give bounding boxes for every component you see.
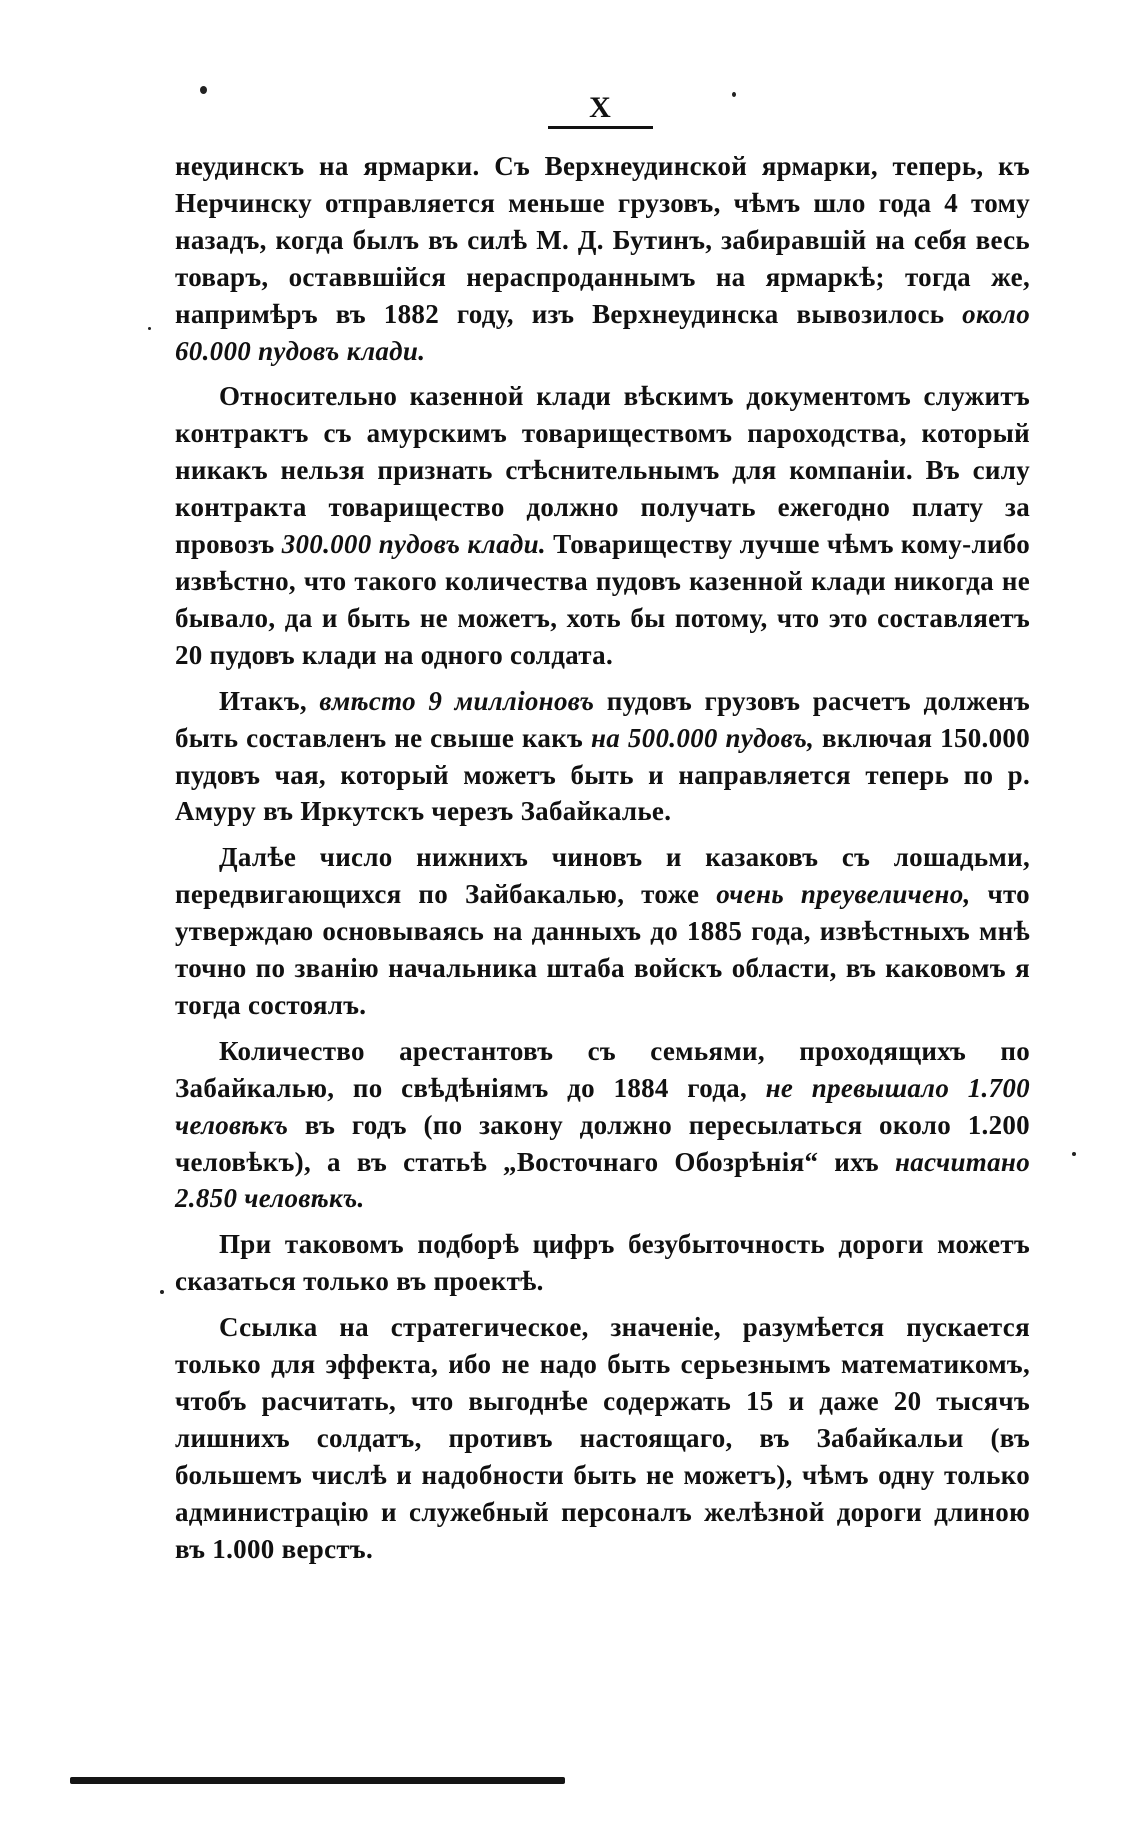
- italic-text-run: очень преувеличено,: [716, 879, 971, 910]
- text-run: включая 150.000 пудовъ чая, который можетъ быть и направляется теперь по р. Амуру въ Иркутскъ черезъ Забайкалье.: [175, 722, 1031, 827]
- italic-text-run: вмѣсто 9 милліоновъ: [319, 685, 595, 716]
- italic-text-run: на 500.000 пудовъ,: [590, 722, 815, 753]
- text-run: Итакъ,: [219, 685, 320, 716]
- print-speck: [200, 86, 207, 94]
- print-speck: [160, 1290, 164, 1294]
- italic-text-run: около 60.000 пудовъ клади.: [175, 298, 1030, 366]
- text-run: въ годъ (по закону должно пересылаться около 1.200 человѣкъ), а въ статьѣ „Восточнаго Обозрѣнія“ ихъ: [175, 1109, 1030, 1177]
- text-run: Количество арестантовъ съ семьями, проходящихъ по Забайкалью, по свѣдѣніямъ до 1884 года,: [175, 1035, 1030, 1103]
- text-run: пудовъ грузовъ расчетъ долженъ быть составленъ не свыше какъ: [175, 685, 1031, 753]
- text-run: что утверждаю основываясь на данныхъ до 1885 года, извѣстныхъ мнѣ точно по званію начальника штаба войскъ области, въ каковомъ я тогда состоялъ.: [175, 879, 1030, 1020]
- paragraph: [175, 378, 1030, 673]
- bottom-rule: [70, 1777, 565, 1784]
- paragraph: [175, 1033, 1030, 1218]
- paragraph: [175, 839, 1030, 1024]
- page-number-underline: [548, 126, 653, 129]
- page-number: X: [589, 91, 611, 124]
- print-speck: [1072, 1152, 1076, 1156]
- paragraph: [175, 1309, 1030, 1567]
- paragraph: [175, 1226, 1030, 1300]
- text-run: При таковомъ подборѣ цифръ безубыточность дороги можетъ сказаться только въ проектѣ.: [175, 1229, 1030, 1297]
- print-speck: [148, 327, 151, 330]
- text-run: Товариществу лучше чѣмъ кому-либо извѣстно, что такого количества пудовъ казенной клади никогда не бывало, да и быть не можетъ, хоть бы потому, что это составляетъ 20 пудовъ клади на одного солдата.: [175, 529, 1031, 670]
- body-text: [175, 148, 1030, 1577]
- paragraph: [175, 683, 1030, 831]
- text-run: Ссылка на стратегическое, значеніе, разумѣется пускается только для эффекта, ибо не надо быть серьезнымъ математикомъ, чтобъ расчитать, что выгоднѣе содержать 15 и даже 20 тысячъ лишнихъ солдатъ, противъ настоящаго, въ Забайкальи (въ большемъ числѣ и надобности быть не можетъ), чѣмъ одну только администрацію и служебный персоналъ желѣзной дороги длиною въ 1.000 верстъ.: [175, 1312, 1030, 1564]
- paragraph: [175, 148, 1030, 369]
- italic-text-run: насчитано 2.850 человѣкъ.: [175, 1146, 1030, 1214]
- italic-text-run: 300.000 пудовъ клади.: [281, 529, 546, 560]
- text-run: неудинскъ на ярмарки. Съ Верхнеудинской ярмарки, теперь, къ Нерчинску отправляется меньше грузовъ, чѣмъ шло года 4 тому назадъ, когда былъ въ силѣ М. Д. Бутинъ, забиравшій на себя весь товаръ, оставвшійся нераспроданнымъ на ярмаркѣ; тогда же, напримѣръ въ 1882 году, изъ Верхнеудинска вывозилось: [175, 151, 1030, 329]
- text-run: Далѣе число нижнихъ чиновъ и казаковъ съ лошадьми, передвигающихся по Зайбакалью, тоже: [175, 842, 1030, 910]
- italic-text-run: не превышало 1.700 человѣкъ: [175, 1072, 1030, 1140]
- text-run: Относительно казенной клади вѣскимъ документомъ служитъ контрактъ съ амурскимъ товариществомъ пароходства, который никакъ нельзя признать стѣснительнымъ для компаніи. Въ силу контракта товарищество должно получать ежегодно плату за провозъ: [175, 381, 1030, 560]
- print-speck: [732, 92, 736, 97]
